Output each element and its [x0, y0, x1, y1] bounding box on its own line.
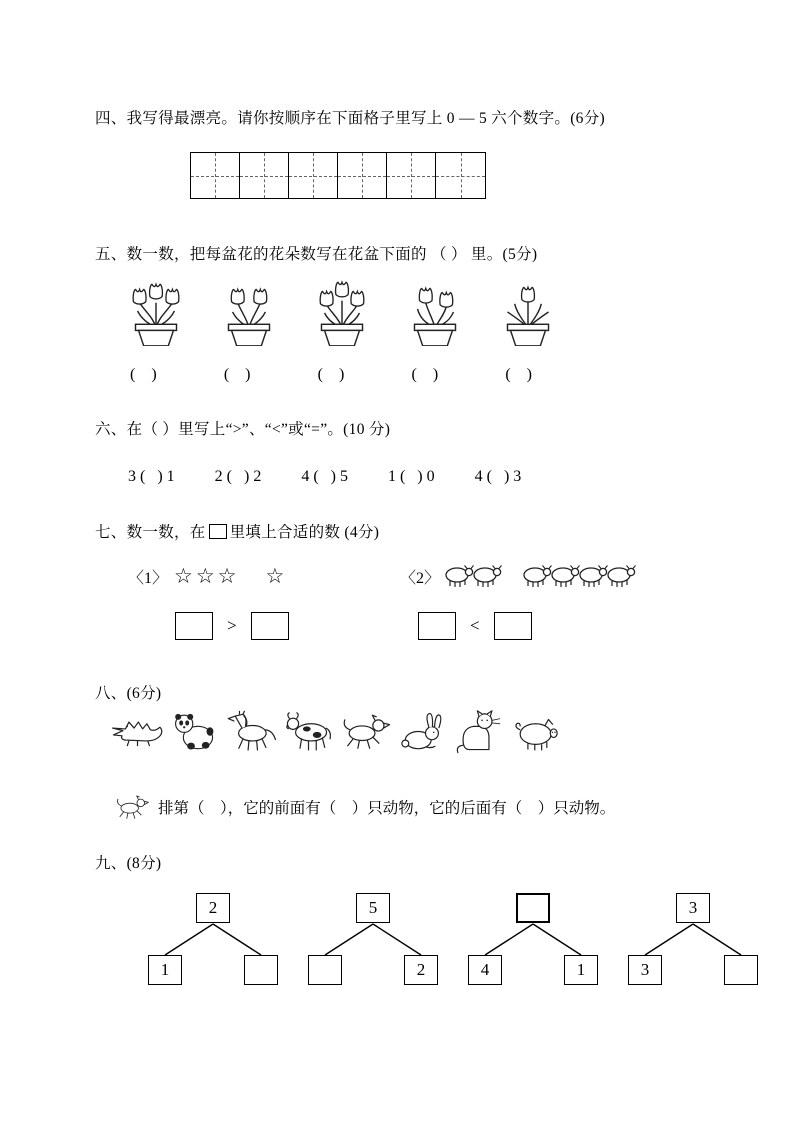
answer-blank[interactable]: ( ) — [317, 366, 345, 383]
q7-group2-label: 〈2〉 — [400, 569, 441, 587]
bond-right-box[interactable]: 2 — [404, 955, 438, 985]
flower-pot-icon — [116, 280, 196, 346]
bond-top-box[interactable]: 2 — [196, 893, 230, 923]
q7-group1-label: 〈1〉 — [128, 569, 169, 587]
q4-writing-grid — [190, 152, 486, 199]
answer-blank[interactable]: ( ) — [223, 366, 251, 383]
bond-left-box[interactable]: 3 — [628, 955, 662, 985]
q8-animal-row — [110, 708, 564, 755]
writing-cell[interactable] — [240, 153, 289, 198]
comparison-item[interactable]: 4 ( ) 5 — [301, 468, 348, 485]
dog-icon — [338, 708, 393, 755]
pig-icon — [509, 708, 564, 755]
cat-icon — [452, 708, 507, 755]
flower-pot-icon — [488, 280, 568, 346]
bond-top-box[interactable]: 5 — [356, 893, 390, 923]
answer-box[interactable] — [251, 612, 289, 640]
greater-than-sign: > — [227, 616, 237, 635]
flower-pot-icon — [395, 280, 475, 346]
bond-right-box[interactable] — [724, 955, 758, 985]
answer-box-glyph — [209, 524, 227, 539]
flower-pot-icon — [209, 280, 289, 346]
number-bond — [138, 893, 288, 989]
sheep-icon — [606, 564, 638, 588]
crocodile-icon — [110, 708, 165, 755]
writing-cell[interactable] — [387, 153, 436, 198]
bond-right-box[interactable] — [244, 955, 278, 985]
writing-cell[interactable] — [289, 153, 338, 198]
sheep-icon — [472, 564, 504, 588]
q7-compare-1 — [175, 612, 289, 640]
q9-number-bonds — [138, 893, 768, 989]
comparison-item[interactable]: 2 ( ) 2 — [214, 468, 262, 485]
q8-sentence — [112, 793, 615, 821]
sheep-group-a — [448, 564, 504, 588]
number-bond — [298, 893, 448, 989]
bond-right-box[interactable]: 1 — [564, 955, 598, 985]
q8-sentence-text: 排第（ ），它的前面有（ ）只动物，它的后面有（ ）只动物。 — [158, 800, 616, 817]
q5-title: 五、数一数，把每盆花的花朵数写在花盆下面的 （ ） 里。(5分) — [95, 246, 538, 263]
bond-left-box[interactable] — [308, 955, 342, 985]
answer-blank[interactable]: ( ) — [411, 366, 439, 383]
flower-pot-icon — [302, 280, 382, 346]
q9-label: 九、(8分) — [95, 855, 162, 872]
sheep-group-b — [526, 564, 638, 588]
panda-icon — [167, 708, 222, 755]
writing-cell[interactable] — [338, 153, 387, 198]
comparison-item[interactable]: 3 ( ) 1 — [128, 468, 175, 485]
writing-cell[interactable] — [436, 153, 485, 198]
q7-title-post: 里填上合适的数 (4分) — [229, 524, 380, 541]
answer-box[interactable] — [175, 612, 213, 640]
q8-label: 八、(6分) — [95, 685, 162, 702]
dog-icon — [112, 793, 152, 821]
answer-blank[interactable]: ( ) — [130, 366, 157, 383]
answer-blank[interactable]: ( ) — [505, 366, 532, 383]
less-than-sign: < — [470, 616, 480, 635]
q7-sheep-group — [400, 564, 638, 588]
star-icon: ☆ — [265, 564, 288, 588]
bond-top-box[interactable]: 3 — [676, 893, 710, 923]
q5-flower-pots — [116, 280, 568, 346]
q6-comparison-row — [128, 468, 521, 486]
q7-star-group — [128, 564, 287, 588]
cow-icon — [281, 708, 336, 755]
q7-title — [95, 520, 379, 542]
number-bond — [618, 893, 768, 989]
rabbit-icon — [395, 708, 450, 755]
answer-box[interactable] — [494, 612, 532, 640]
bond-left-box[interactable]: 4 — [468, 955, 502, 985]
q7-compare-2 — [418, 612, 532, 640]
horse-icon — [224, 708, 279, 755]
star-icons: ☆☆☆ — [174, 564, 240, 588]
writing-cell[interactable] — [191, 153, 240, 198]
comparison-item[interactable]: 4 ( ) 3 — [474, 468, 522, 485]
comparison-item[interactable]: 1 ( ) 0 — [387, 468, 435, 485]
q6-title: 六、在（ ）里写上“>”、“<”或“=”。(10 分) — [95, 421, 391, 438]
bond-left-box[interactable]: 1 — [148, 955, 182, 985]
bond-top-box[interactable] — [516, 893, 550, 923]
q5-answer-blanks — [116, 366, 546, 384]
q4-title: 四、我写得最漂亮。请你按顺序在下面格子里写上 0 — 5 六个数字。(6分) — [95, 110, 605, 127]
answer-box[interactable] — [418, 612, 456, 640]
number-bond — [458, 893, 608, 989]
q7-title-pre: 七、数一数，在 — [95, 524, 206, 541]
